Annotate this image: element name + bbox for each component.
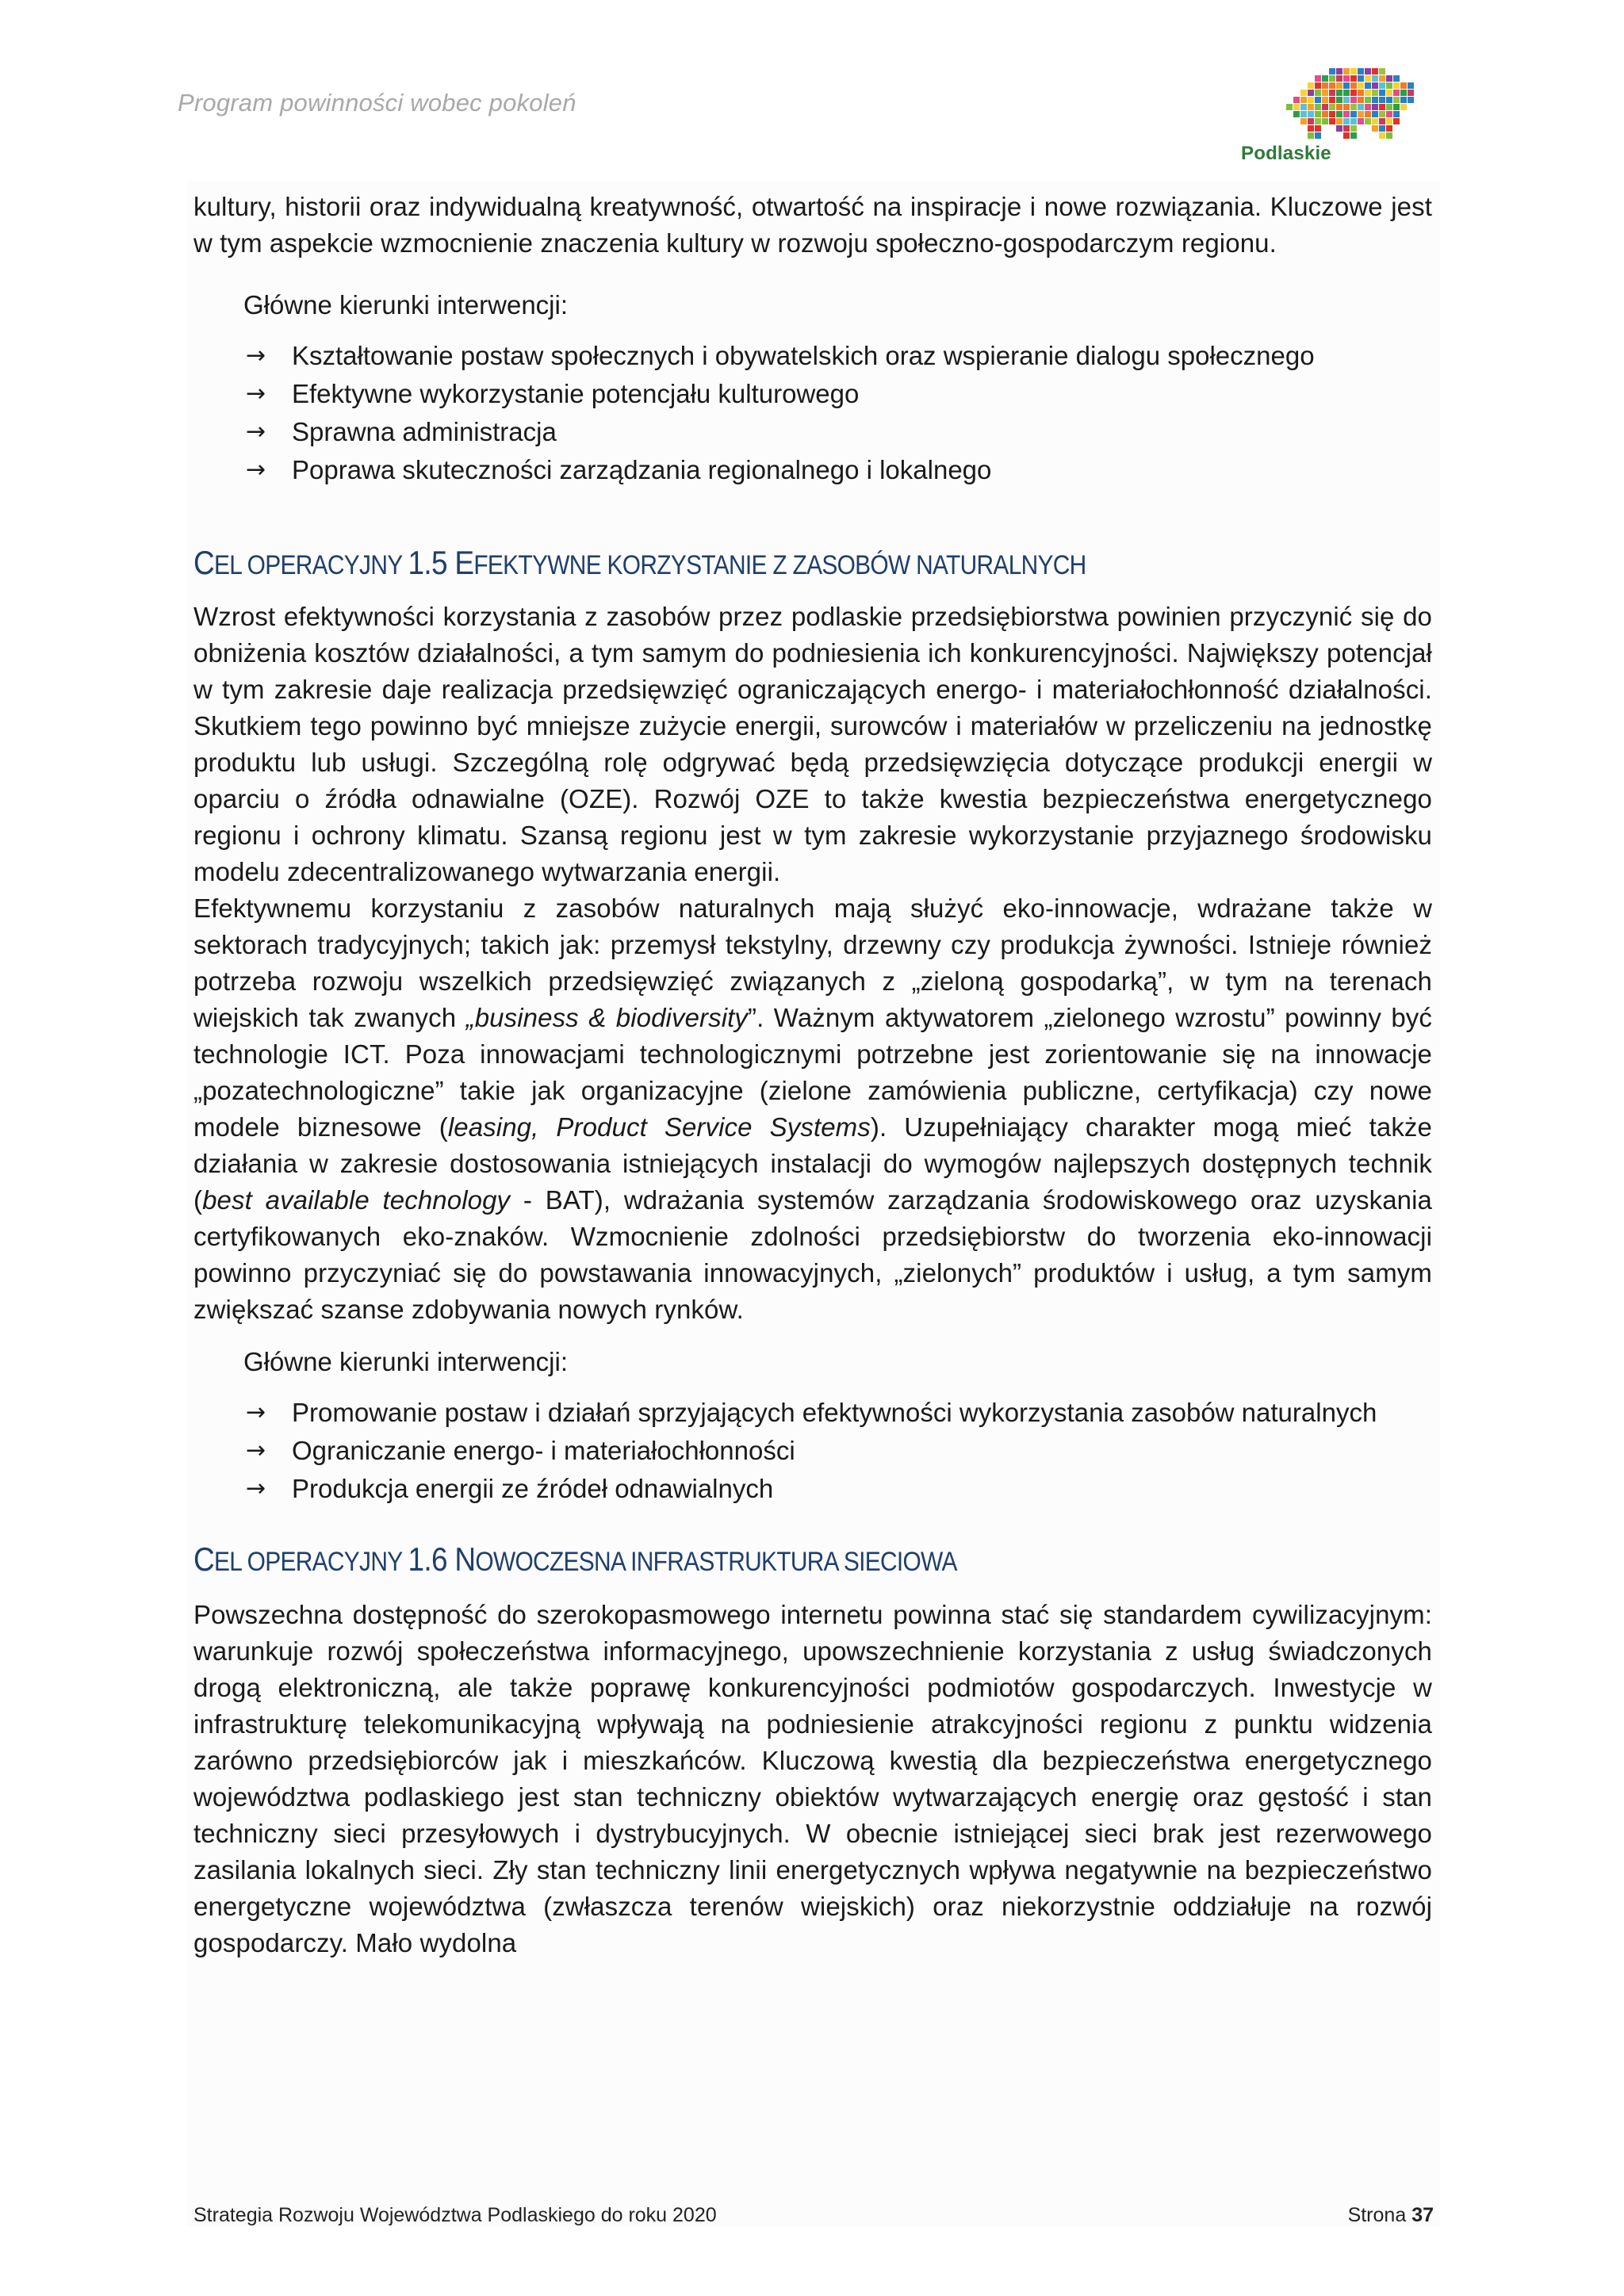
logo-pixel	[1322, 82, 1328, 89]
list-item: → Kształtowanie postaw społecznych i obywatelskich oraz wspieranie dialogu społecznego	[193, 338, 1432, 374]
running-header: Program powinności wobec pokoleń	[178, 89, 576, 117]
logo-pixel	[1372, 97, 1378, 103]
logo-pixel	[1358, 118, 1364, 124]
logo-pixel	[1350, 111, 1357, 117]
logo-pixel	[1386, 132, 1392, 139]
logo-pixel	[1358, 68, 1364, 75]
logo-pixel	[1379, 97, 1385, 103]
logo-pixel	[1372, 111, 1378, 117]
logo-pixel	[1322, 118, 1328, 124]
list-item: → Ograniczanie energo- i materiałochłonności	[193, 1433, 1432, 1469]
logo-pixel	[1358, 82, 1364, 89]
logo-pixel	[1386, 125, 1392, 132]
logo-pixel	[1379, 104, 1385, 110]
logo-pixel	[1343, 125, 1350, 132]
footer-document-title: Strategia Rozwoju Województwa Podlaskiego do roku 2020	[193, 2204, 717, 2226]
right-arrow-icon: →	[246, 1475, 266, 1502]
logo-pixel	[1308, 82, 1314, 89]
logo-pixel	[1329, 82, 1335, 89]
logo-pixel	[1300, 111, 1307, 117]
logo-pixel	[1308, 90, 1314, 96]
list-item: → Promowanie postaw i działań sprzyjających efektywności wykorzystania zasobów naturalnych	[193, 1395, 1432, 1431]
logo-pixel	[1343, 97, 1350, 103]
logo-pixel	[1379, 82, 1385, 89]
logo-pixel	[1343, 111, 1350, 117]
logo-pixel	[1293, 104, 1300, 110]
logo-pixel	[1365, 118, 1371, 124]
logo-pixel	[1336, 75, 1342, 82]
logo-pixel	[1293, 111, 1300, 117]
logo-pixel	[1300, 90, 1307, 96]
footer-page-number: Strona 37	[1347, 2204, 1434, 2226]
logo-pixel	[1408, 90, 1414, 96]
logo-pixel	[1336, 82, 1342, 89]
logo-pixel	[1315, 125, 1321, 132]
logo-pixel	[1386, 75, 1392, 82]
logo-pixel	[1365, 111, 1371, 117]
right-arrow-icon: →	[246, 1399, 266, 1426]
logo-pixel	[1372, 82, 1378, 89]
logo-pixel	[1393, 82, 1400, 89]
logo-pixel	[1300, 118, 1307, 124]
logo-pixel	[1400, 97, 1407, 103]
logo-pixel	[1350, 125, 1357, 132]
logo-pixel	[1315, 82, 1321, 89]
logo-pixel	[1308, 118, 1314, 124]
logo-pixel	[1286, 104, 1293, 110]
logo-pixel	[1379, 111, 1385, 117]
logo-pixel	[1343, 82, 1350, 89]
logo-pixel	[1322, 97, 1328, 103]
intro-paragraph: kultury, historii oraz indywidualną kreatywność, otwartość na inspiracje i nowe rozwiązania. Kluczowe jest w tym aspekcie wzmocnienie znaczenia kultury w rozwoju społeczno-gospodarczym regionu.	[193, 192, 1432, 258]
logo-pixel	[1350, 104, 1357, 110]
logo-pixel	[1322, 75, 1328, 82]
logo-pixel	[1308, 125, 1314, 132]
logo-pixel	[1329, 104, 1335, 110]
logo-pixel	[1372, 75, 1378, 82]
logo-pixel	[1393, 75, 1400, 82]
logo-pixel	[1336, 118, 1342, 124]
logo-pixel	[1322, 111, 1328, 117]
logo-pixel	[1358, 104, 1364, 110]
logo-pixel	[1393, 118, 1400, 124]
logo-pixel	[1350, 132, 1357, 139]
logo-pixel	[1322, 104, 1328, 110]
logo-pixel	[1379, 118, 1385, 124]
logo-pixel	[1329, 75, 1335, 82]
logo-pixel	[1300, 104, 1307, 110]
section-1-6-paragraph-1: Powszechna dostępność do szerokopasmowego internetu powinna stać się standardem cywilizacyjnym: warunkuje rozwój społeczeństwa informacyjnego, upowszechnienie korzystania z usług świadczonych drogą elektroniczną, ale także poprawę konkurencyjności podmiotów gospodarczych. Inwestycje w infrastrukturę telekomunikacyjną wpływają na podniesienie atrakcyjności regionu z punktu widzenia zarówno przedsiębiorców jak i mieszkańców. Kluczową kwestią dla bezpieczeństwa energetycznego województwa podlaskiego jest stan techniczny obiektów wytwarzających energię oraz gęstość i stan techniczny sieci przesyłowych i dystrybucyjnych. W obecnie istniejącej sieci brak jest rezerwowego zasilania lokalnych sieci. Zły stan techniczny linii energetycznych wpływa negatywnie na bezpieczeństwo energetyczne województwa (zwłaszcza terenów wiejskich) oraz niekorzystnie oddziałuje na rozwój gospodarczy. Mało wydolna	[193, 1600, 1432, 1957]
logo-pixel	[1350, 82, 1357, 89]
logo-pixel	[1365, 104, 1371, 110]
logo-pixel	[1350, 97, 1357, 103]
logo-pixel	[1343, 104, 1350, 110]
logo-pixel	[1400, 104, 1407, 110]
logo-pixel	[1400, 90, 1407, 96]
intro-directions-list	[193, 338, 1432, 488]
intro-directions-label: Główne kierunki interwencji:	[243, 290, 569, 320]
logo-pixel	[1300, 97, 1307, 103]
logo-pixel	[1315, 97, 1321, 103]
list-item: → Efektywne wykorzystanie potencjału kulturowego	[193, 376, 1432, 412]
logo-pixel	[1358, 90, 1364, 96]
logo-pixel	[1365, 68, 1371, 75]
logo-pixel	[1315, 111, 1321, 117]
section-1-5-directions-label: Główne kierunki interwencji:	[243, 1347, 569, 1376]
logo-pixel	[1358, 97, 1364, 103]
logo-pixel	[1336, 68, 1342, 75]
logo-pixel	[1379, 75, 1385, 82]
logo-pixel	[1386, 82, 1392, 89]
right-arrow-icon: →	[246, 380, 266, 408]
logo-pixel	[1336, 104, 1342, 110]
logo-pixel	[1393, 97, 1400, 103]
logo-pixel	[1322, 90, 1328, 96]
logo-pixel	[1400, 82, 1407, 89]
logo-pixel	[1386, 90, 1392, 96]
logo-pixel	[1372, 68, 1378, 75]
logo-pixel	[1308, 111, 1314, 117]
logo-pixel	[1329, 90, 1335, 96]
logo-pixel	[1329, 118, 1335, 124]
logo-pixel	[1379, 68, 1385, 75]
logo-pixel	[1379, 125, 1385, 132]
logo-pixel	[1343, 68, 1350, 75]
logo-pixel	[1350, 118, 1357, 124]
logo-pixel	[1379, 132, 1385, 139]
logo-pixel	[1365, 90, 1371, 96]
logo-pixel	[1386, 97, 1392, 103]
logo-pixel	[1365, 75, 1371, 82]
list-item: → Poprawa skuteczności zarządzania regionalnego i lokalnego	[193, 452, 1432, 488]
section-heading-1-5: CEL OPERACYJNY 1.5 EFEKTYWNE KORZYSTANIE Z ZASOBÓW NATURALNYCH	[193, 544, 1086, 581]
logo-pixel	[1393, 104, 1400, 110]
logo-pixel	[1386, 118, 1392, 124]
logo-pixel	[1365, 97, 1371, 103]
logo-pixel	[1372, 125, 1378, 132]
logo-pixel	[1358, 111, 1364, 117]
logo-pixel	[1308, 132, 1314, 139]
logo-pixel	[1365, 82, 1371, 89]
logo-pixel	[1350, 68, 1357, 75]
logo-pixel	[1386, 111, 1392, 117]
right-arrow-icon: →	[246, 1437, 266, 1464]
right-arrow-icon: →	[246, 342, 266, 369]
logo-pixel	[1372, 104, 1378, 110]
logo-pixel	[1386, 104, 1392, 110]
logo-pixel	[1293, 97, 1300, 103]
section-1-5-directions-list	[193, 1395, 1432, 1507]
logo-pixel	[1336, 97, 1342, 103]
section-1-5-paragraph-2: Efektywnemu korzystaniu z zasobów naturalnych mają służyć eko-innowacje, wdrażane także w sektorach tradycyjnych; takich jak: przemysł tekstylny, drzewny czy produkcja żywności. Istnieje również potrzeba rozwoju wszelkich przedsięwzięć związanych z „zieloną gospodarką”, w tym na terenach wiejskich tak zwanych „business & biodiversity”. Ważnym aktywatorem „zielonego wzrostu” powinny być technologie ICT. Poza innowacjami technologicznymi potrzebne jest zorientowanie się na innowacje „pozatechnologiczne” takie jak organizacyjne (zielone zamówienia publiczne, certyfikacja) czy nowe modele biznesowe (leasing, Product Service Systems). Uzupełniający charakter mogą mieć także działania w zakresie dostosowania istniejących instalacji do wymogów najlepszych dostępnych technik (best available technology - BAT), wdrażania systemów zarządzania środowiskowego oraz uzyskania certyfikowanych eko-znaków. Wzmocnienie zdolności przedsiębiorstw do tworzenia eko-innowacji powinno przyczyniać się do powstawania innowacyjnych, „zielonych” produktów i usług, a tym samym zwiększać szanse zdobywania nowych rynków.	[193, 894, 1433, 1324]
logo-pixel	[1329, 111, 1335, 117]
logo-pixel	[1350, 90, 1357, 96]
page-content	[193, 189, 1432, 1961]
logo-pixel	[1315, 104, 1321, 110]
logo-pixel	[1408, 82, 1414, 89]
logo-pixel	[1358, 75, 1364, 82]
right-arrow-icon: →	[246, 418, 266, 446]
logo-pixel	[1343, 75, 1350, 82]
logo-pixel	[1336, 90, 1342, 96]
logo-pixel	[1329, 97, 1335, 103]
right-arrow-icon: →	[246, 456, 266, 484]
logo-pixel	[1329, 68, 1335, 75]
logo-pixel	[1343, 118, 1350, 124]
list-item: → Sprawna administracja	[193, 414, 1432, 450]
logo-pixel	[1336, 111, 1342, 117]
logo-pixel	[1393, 90, 1400, 96]
logo-pixel	[1315, 90, 1321, 96]
logo-pixel	[1408, 97, 1414, 103]
logo-pixel	[1350, 75, 1357, 82]
section-1-5-paragraph-1: Wzrost efektywności korzystania z zasobów przez podlaskie przedsiębiorstwa powinien przyczynić się do obniżenia kosztów działalności, a tym samym do podniesienia ich konkurencyjności. Największy potencjał w tym zakresie daje realizacja przedsięwzięć ograniczających energo- i materiałochłonność działalności. Skutkiem tego powinno być mniejsze zużycie energii, surowców i materiałów w przeliczeniu na jednostkę produktu lub usługi. Szczególną rolę odgrywać będą przedsięwzięcia dotyczące produkcji energii w oparciu o źródła odnawialne (OZE). Rozwój OZE to także kwestia bezpieczeństwa energetycznego regionu i ochrony klimatu. Szansą regionu jest w tym zakresie wykorzystanie przyjaznego środowisku modelu zdecentralizowanego wytwarzania energii.	[193, 602, 1432, 886]
logo-pixel	[1315, 118, 1321, 124]
list-item: → Produkcja energii ze źródeł odnawialnych	[193, 1471, 1432, 1507]
logo-pixel	[1372, 90, 1378, 96]
logo-pixel	[1379, 90, 1385, 96]
logo-pixel	[1308, 104, 1314, 110]
logo-pixel	[1372, 118, 1378, 124]
logo-pixel	[1343, 132, 1350, 139]
logo-pixel	[1343, 90, 1350, 96]
logo-text: Podlaskie	[1241, 143, 1331, 164]
logo-pixel	[1315, 75, 1321, 82]
logo-pixel	[1336, 125, 1342, 132]
section-heading-1-6: CEL OPERACYJNY 1.6 NOWOCZESNA INFRASTRUKTURA SIECIOWA	[193, 1540, 957, 1578]
logo-pixel	[1315, 132, 1321, 139]
logo-pixel	[1308, 97, 1314, 103]
logo-pixel	[1393, 111, 1400, 117]
